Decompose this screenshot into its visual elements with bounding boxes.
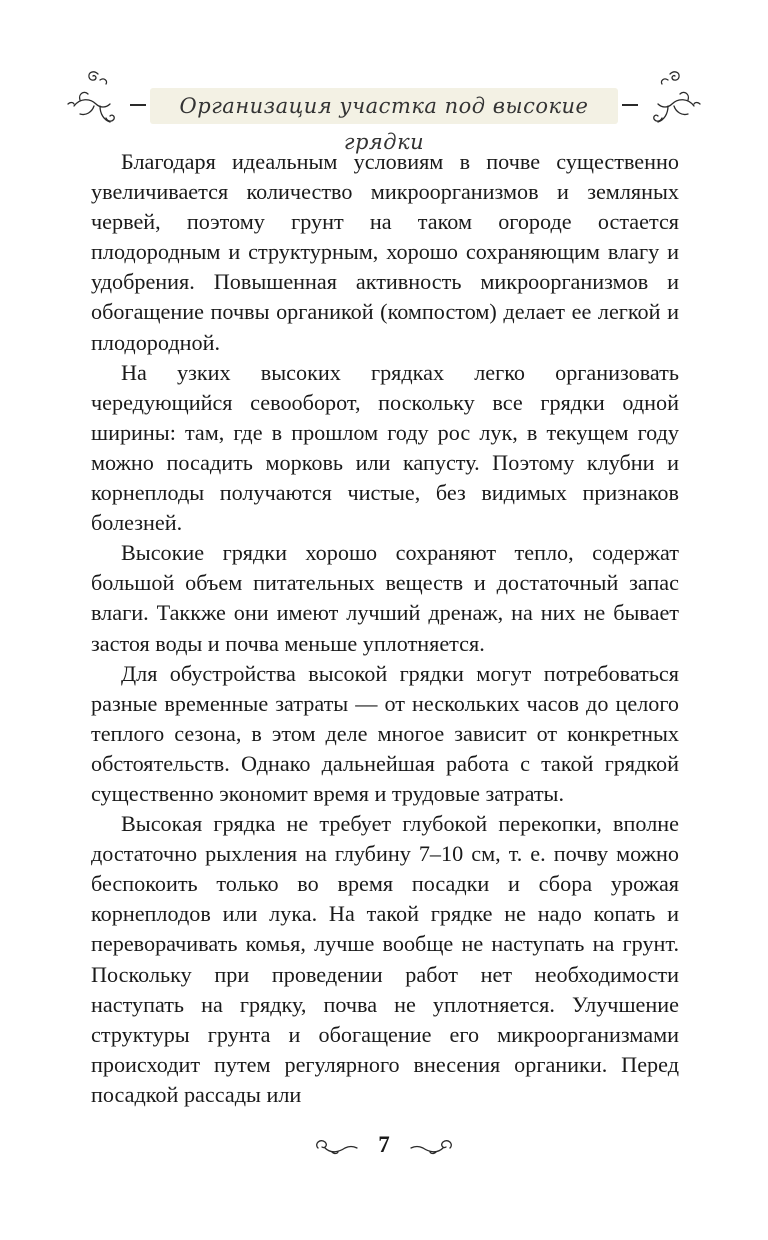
running-header bbox=[60, 60, 708, 154]
swirl-ornament-icon bbox=[60, 60, 138, 138]
paragraph: Для обустройства высокой грядки могут потребоваться разные временные затраты — от нескольких часов до целого теплого сезона, в этом деле многое зависит от конкретных обстоятельств. Однако дальнейшая работа с такой грядкой существенно экономит время и трудовые затраты. bbox=[91, 660, 679, 806]
paragraph: Благодаря идеальным условиям в почве существенно увеличивается количество микроорганизмов и земляных червей, поэтому грунт на таком огороде остается плодородным и структурным, хорошо сохраняющим влагу и удобрения. Повышенная активность микроорганизмов и обогащение почвы органикой (компостом) делает ее легкой и плодородной. bbox=[91, 149, 679, 355]
paragraph: Высокие грядки хорошо сохраняют тепло, содержат большой объем питательных веществ и достаточный запас влаги. Таккже они имеют лучший дренаж, на них не бывает застоя воды и почва меньше уплотняется. bbox=[91, 540, 679, 656]
body-text bbox=[91, 147, 679, 1110]
header-dash-left bbox=[130, 104, 146, 106]
swirl-ornament-icon bbox=[630, 60, 708, 138]
page-footer bbox=[0, 1130, 768, 1170]
curl-ornament-icon bbox=[404, 1134, 456, 1162]
paragraph: На узких высоких грядках легко организовать чередующийся севооборот, поскольку все грядки одной ширины: там, где в прошлом году рос лук, в текущем году можно посадить морковь или капусту. Поэтому клубни и корнеплоды получаются чистые, без видимых признаков болезней. bbox=[91, 359, 679, 536]
page-number: 7 bbox=[378, 1132, 390, 1157]
curl-ornament-icon bbox=[312, 1134, 364, 1162]
paragraph: Высокая грядка не требует глубокой перекопки, вполне достаточно рыхления на глубину 7–10 см, т. е. почву можно беспокоить только во время посадки и сбора урожая корнеплодов или лука. На такой грядке не надо копать и переворачивать комья, лучше вообще не наступать на грунт. Поскольку при проведении работ нет необходимости наступать на грядку, почва не уплотняется. Улучшение структуры грунта и обогащение его микроорганизмами происходит путем регулярного внесения органики. Перед посадкой рассады или bbox=[91, 811, 679, 1107]
header-title: Организация участка под высокие грядки bbox=[179, 94, 589, 154]
